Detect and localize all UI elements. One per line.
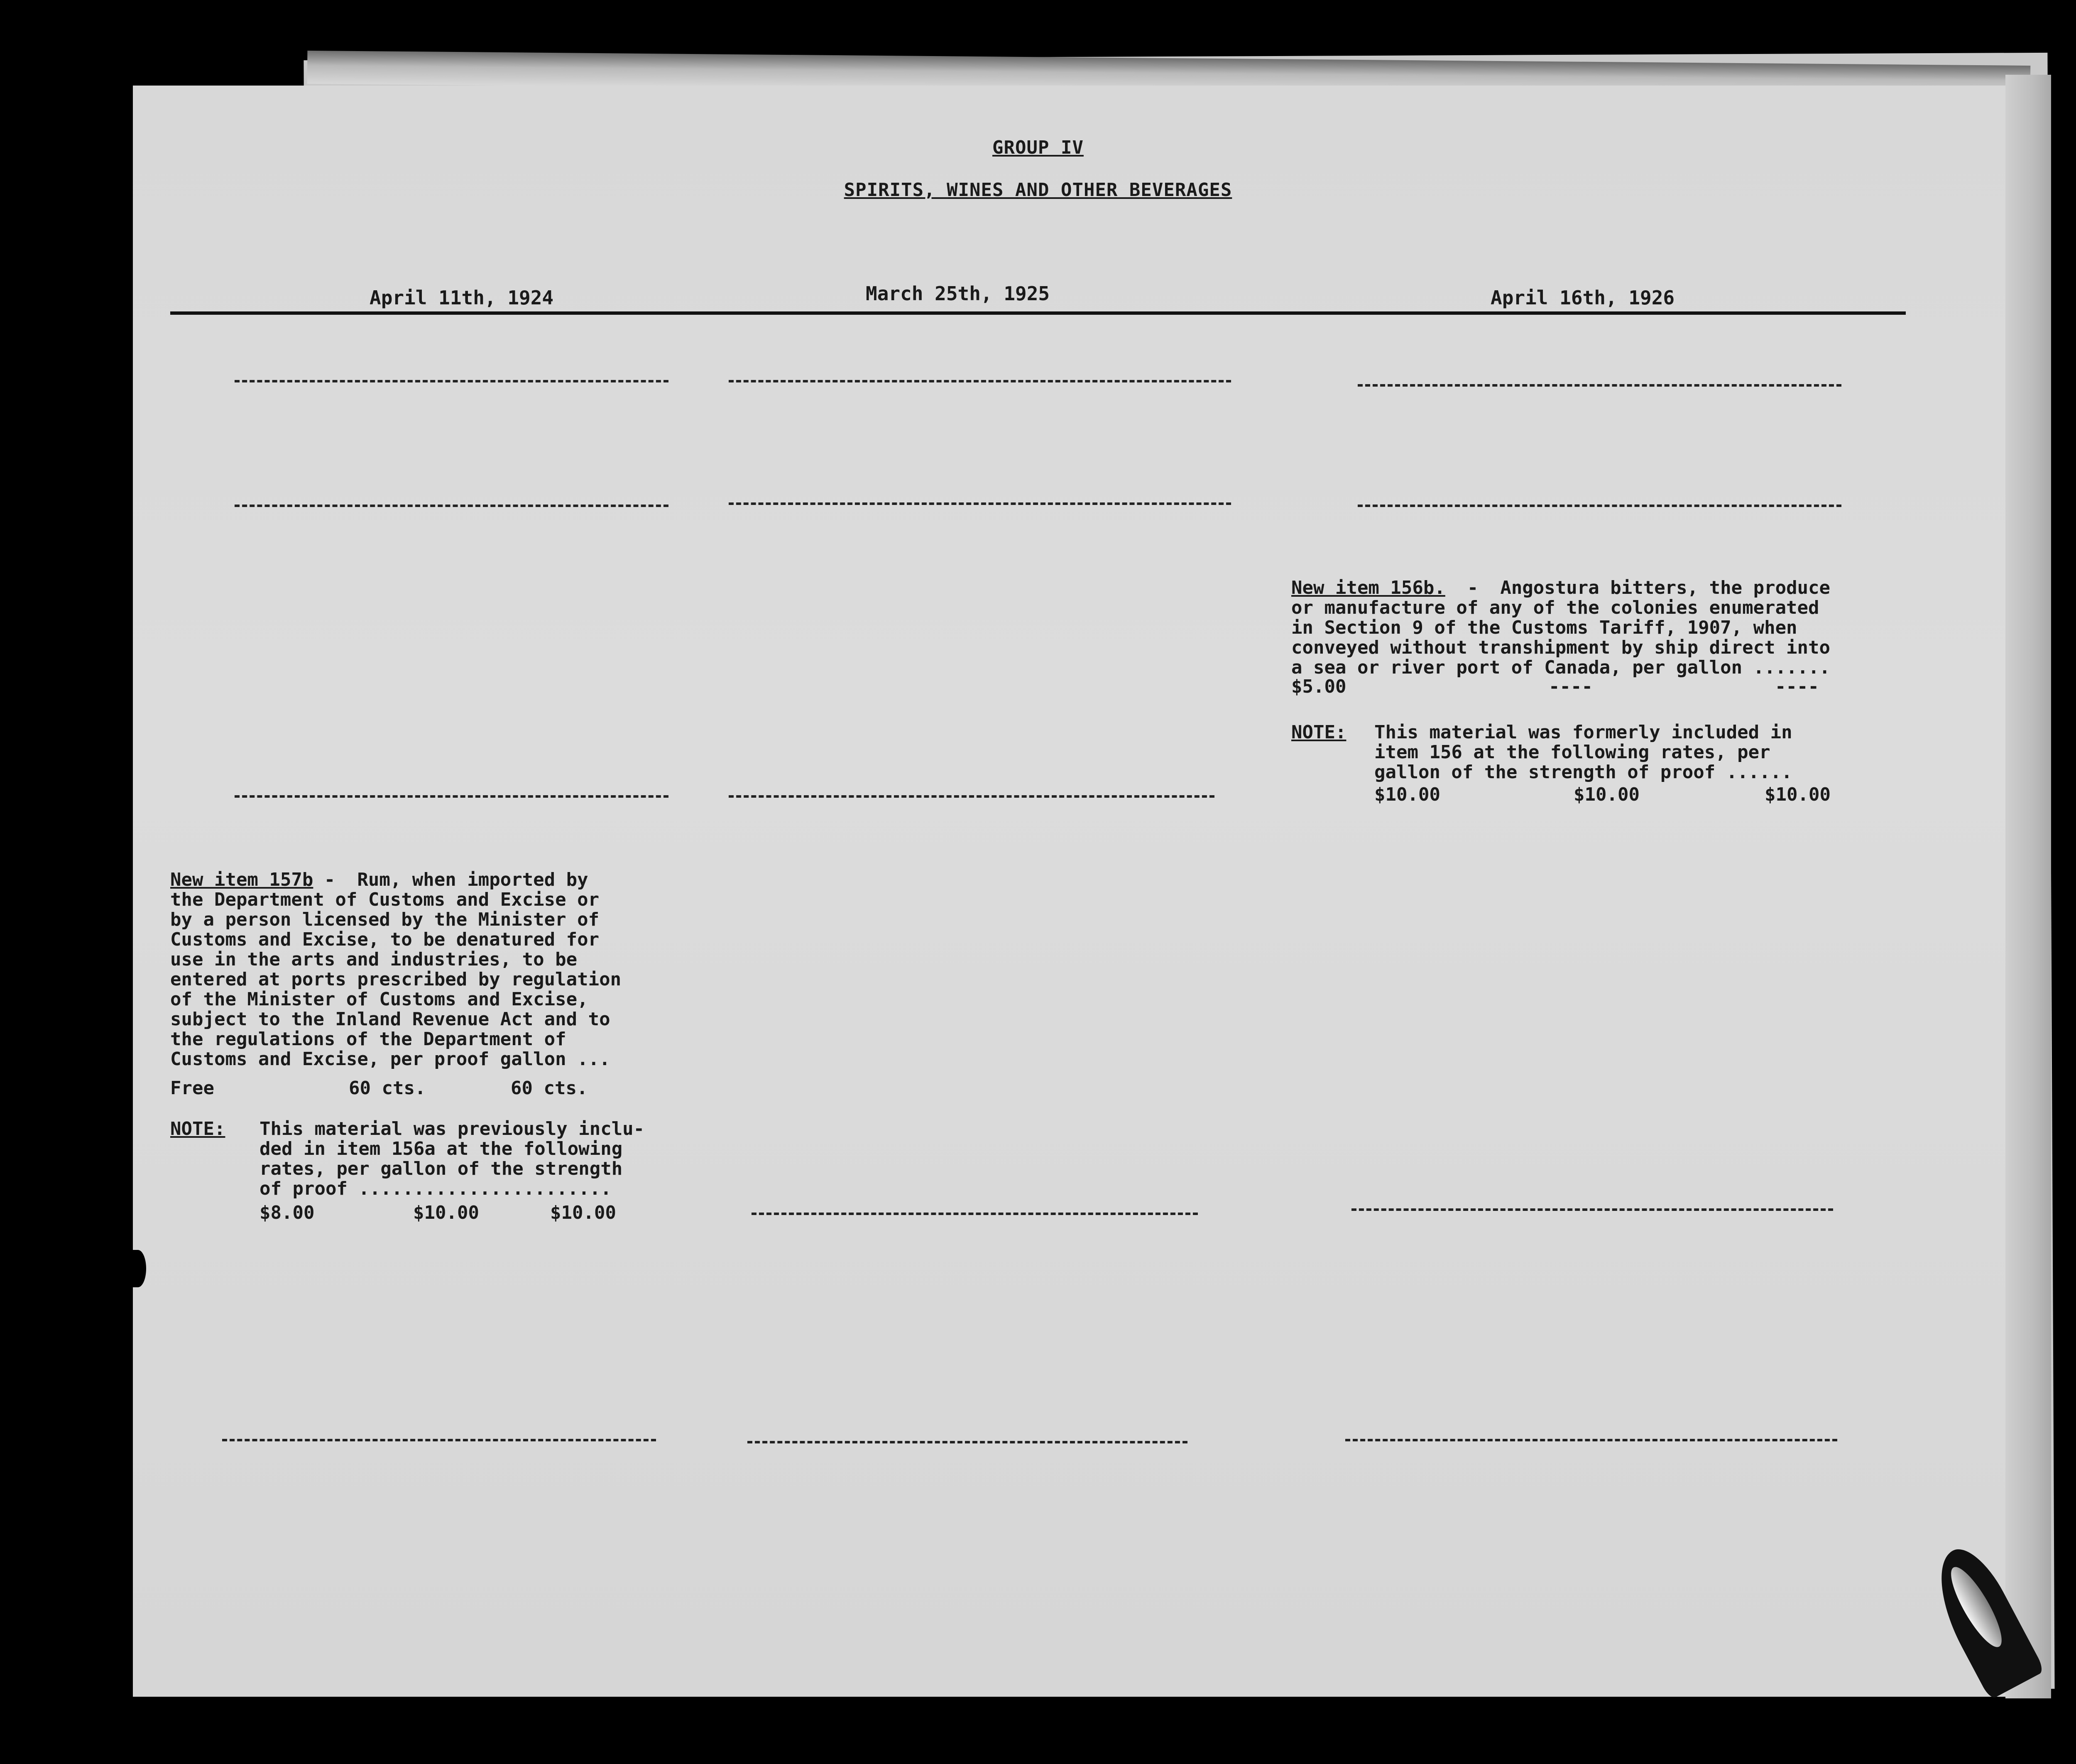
item-157b-note-label: NOTE: [170, 1118, 225, 1139]
item-156b-first-line [1291, 578, 1830, 598]
subject-heading: SPIRITS, WINES AND OTHER BEVERAGES [844, 179, 1232, 201]
dash-line [1351, 1208, 1833, 1211]
item-156b-rate-1925: ---- [1549, 676, 1593, 697]
dash-line [235, 505, 668, 507]
dash-line [1358, 505, 1841, 507]
date-1925: March 25th, 1925 [866, 282, 1050, 305]
item-156b-note-rate-1926: $10.00 [1765, 784, 1831, 805]
item-156b-rate-1924: $5.00 [1291, 676, 1346, 697]
item-157b-rate-1924: Free [170, 1078, 214, 1099]
item-157b-first-line [170, 870, 588, 890]
item-156b-note-rate-1924: $10.00 [1374, 784, 1440, 805]
dash-line [1345, 1439, 1837, 1441]
dash-line [222, 1439, 656, 1441]
dash-line [747, 1441, 1187, 1443]
item-156b-rate-1926: ---- [1775, 676, 1819, 697]
dash-line [1358, 384, 1841, 387]
dash-line [752, 1213, 1198, 1215]
item-157b-note-rate-1924: $8.00 [260, 1202, 315, 1223]
dash-line [235, 795, 668, 798]
dash-line [729, 795, 1214, 798]
dash-line [729, 502, 1231, 505]
item-156b-body: or manufacture of any of the colonies enumerated in Section 9 of the Customs Tariff, 1907, when conveyed without transhipment by ship direct into a sea or river port of Canada, per gallon ....... [1291, 597, 1831, 678]
item-156b-note-label: NOTE: [1291, 722, 1346, 743]
item-157b-rate-1925: 60 cts. [349, 1078, 426, 1099]
page-fold-edge [2005, 75, 2051, 1698]
date-1924: April 11th, 1924 [370, 287, 554, 309]
date-1926: April 16th, 1926 [1491, 287, 1675, 309]
item-157b-rate-1926: 60 cts. [511, 1078, 588, 1099]
item-157b-text: - Rum, when imported by [313, 869, 588, 890]
page-notch [130, 1250, 146, 1287]
item-156b-lead: New item 156b. [1291, 577, 1445, 598]
item-156b-note-rate-1925: $10.00 [1574, 784, 1640, 805]
group-heading: GROUP IV [992, 137, 1084, 158]
header-rule [170, 311, 1906, 315]
item-157b-note-rate-1926: $10.00 [550, 1202, 616, 1223]
item-157b-note-rate-1925: $10.00 [413, 1202, 479, 1223]
item-157b-lead: New item 157b [170, 869, 313, 890]
item-157b-note-text: This material was previously inclu- ded in item 156a at the following rates, per gallon of the strength of proof ....................... [260, 1118, 645, 1199]
item-157b-body: the Department of Customs and Excise or by a person licensed by the Minister of Customs and Excise, to be denatured for use in the arts and industries, to be entered at ports prescribed by regulation of the Minister of Customs and Excise, subject to the Inland Revenue Act and to the regulations of the Department of Customs and Excise, per proof gallon ... [170, 889, 622, 1070]
item-156b-text: - Angostura bitters, the produce [1445, 577, 1831, 598]
item-156b-note-text: This material was formerly included in item 156 at the following rates, per gallon of the strength of proof ...... [1374, 722, 1792, 783]
dash-line [729, 380, 1231, 382]
dash-line [235, 380, 668, 382]
